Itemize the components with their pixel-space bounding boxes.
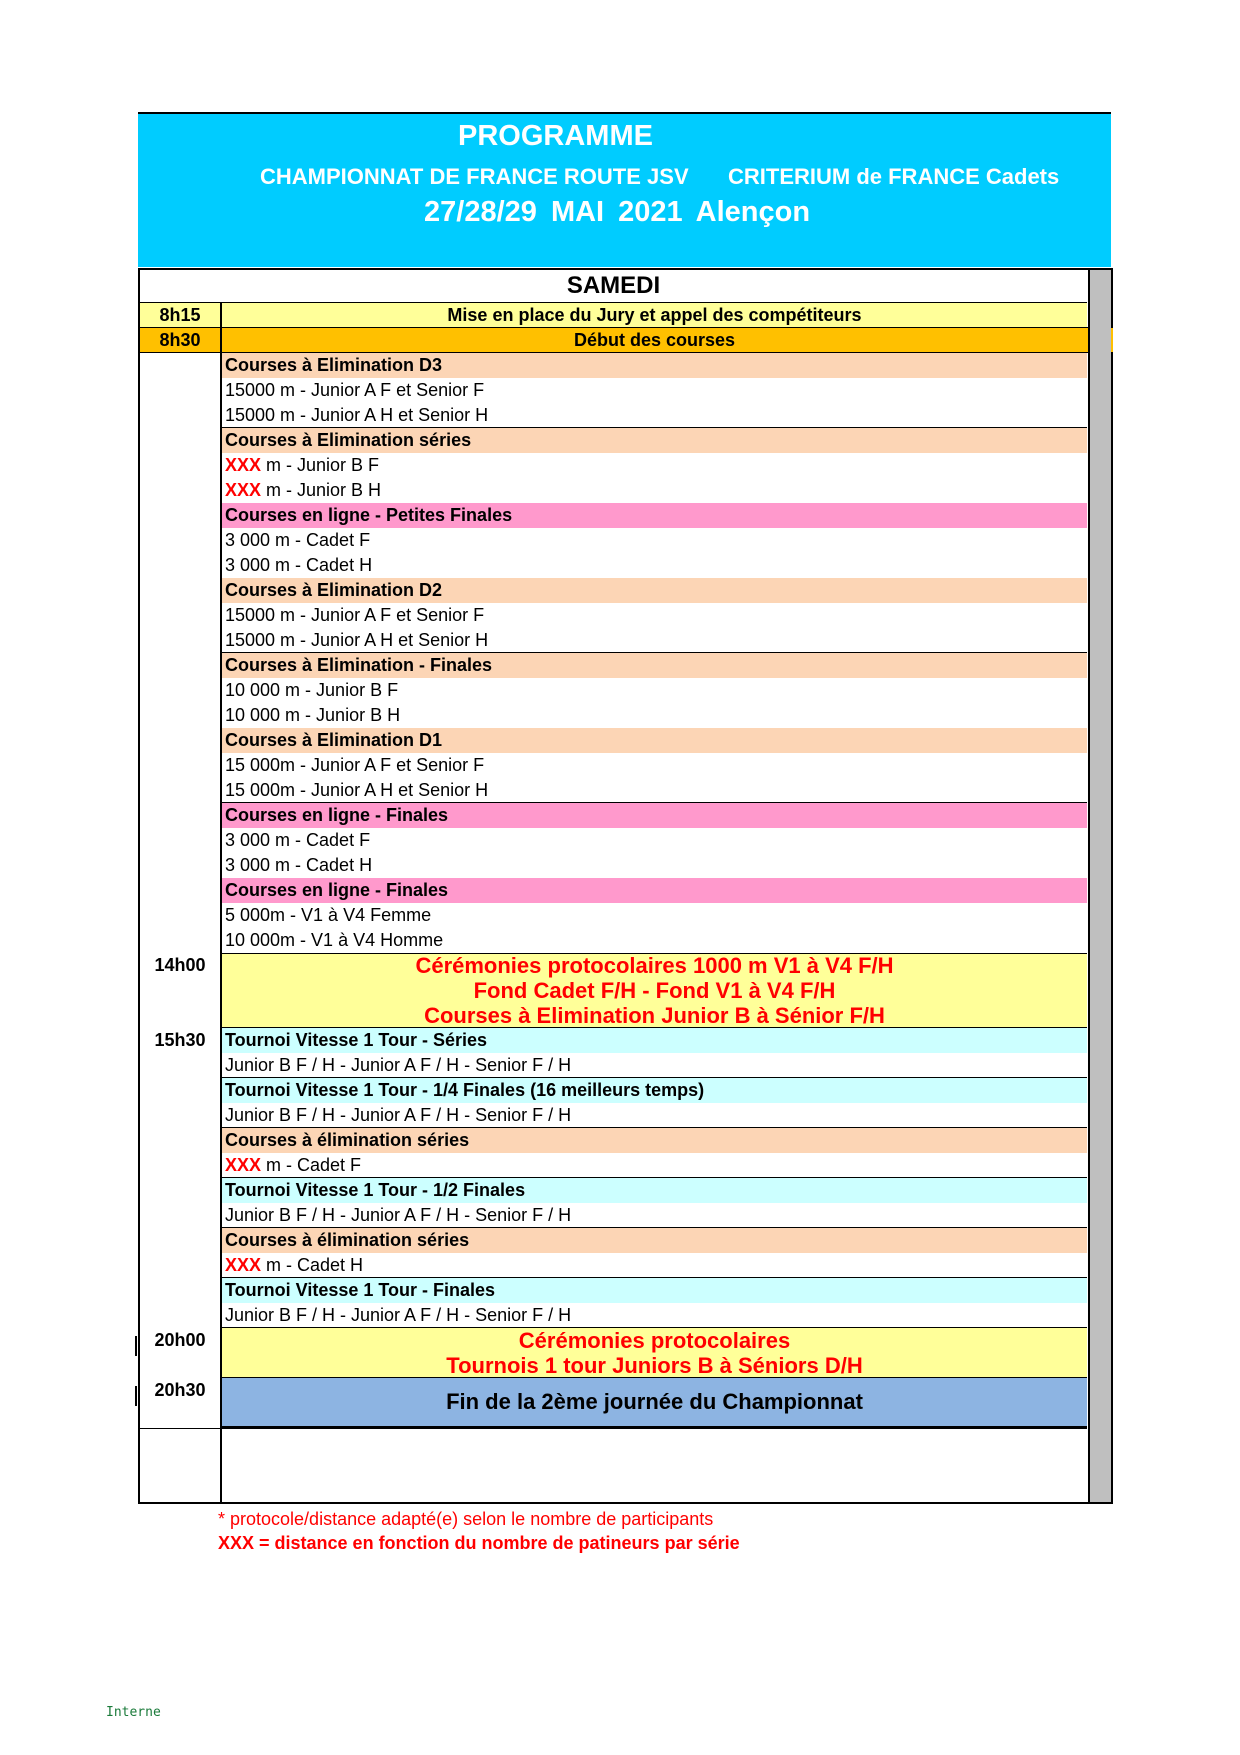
row-text: 3 000 m - Cadet H — [220, 553, 1087, 578]
side-column-gray — [1088, 270, 1111, 1502]
table-row — [140, 828, 1087, 853]
table-row — [140, 903, 1087, 928]
ceremony-cell — [220, 953, 1087, 1028]
table-row — [140, 528, 1087, 553]
table-row — [140, 1178, 1087, 1203]
table-row — [140, 628, 1087, 653]
row-text-rest: m - Cadet H — [261, 1254, 364, 1275]
row-text: Junior B F / H - Junior A F / H - Senior F / H — [220, 1053, 1087, 1078]
championship-name: CHAMPIONNAT DE FRANCE ROUTE JSV — [260, 164, 689, 189]
ceremony-line: Fond Cadet F/H - Fond V1 à V4 F/H — [473, 978, 836, 1003]
xxx-marker: XXX — [225, 1154, 262, 1175]
row-text: 15 000m - Junior A H et Senior H — [220, 778, 1087, 803]
footnote-xxx: XXX = distance en fonction du nombre de patineurs par série — [218, 1533, 740, 1553]
row-text: 15 000m - Junior A F et Senior F — [220, 753, 1087, 778]
table-row — [140, 453, 1087, 478]
row-text: Junior B F / H - Junior A F / H - Senior F / H — [220, 1303, 1087, 1328]
row-time: 20h30 — [154, 1380, 206, 1400]
row-text: Junior B F / H - Junior A F / H - Senior F / H — [220, 1103, 1087, 1128]
table-row — [140, 327, 1113, 353]
table-row — [140, 578, 1087, 603]
row-text — [220, 1253, 1087, 1278]
row-time: 15h30 — [154, 1030, 206, 1050]
row-text — [220, 453, 1087, 478]
row-text: Junior B F / H - Junior A F / H - Senior F / H — [220, 1203, 1087, 1228]
end-of-day-label: Fin de la 2ème journée du Championnat — [220, 1378, 1087, 1428]
table-row — [140, 1203, 1087, 1228]
table-row — [140, 1153, 1087, 1178]
table-row — [140, 1378, 1087, 1428]
table-row — [140, 853, 1087, 878]
programme-header — [138, 112, 1111, 267]
table-row — [140, 1303, 1087, 1328]
row-text: Tournoi Vitesse 1 Tour - 1/4 Finales (16 meilleurs temps) — [220, 1078, 1087, 1103]
table-row — [140, 678, 1087, 703]
table-row — [140, 403, 1087, 428]
row-text: Courses à Elimination séries — [220, 428, 1087, 453]
table-row — [140, 1028, 1087, 1053]
row-text-rest: m - Junior B H — [261, 480, 382, 500]
row-text: Courses en ligne - Petites Finales — [220, 503, 1087, 528]
row-text: Courses à Elimination D3 — [220, 353, 1087, 378]
programme-title: PROGRAMME — [458, 120, 653, 152]
row-text: Début des courses — [220, 328, 1087, 352]
row-text: Courses en ligne - Finales — [220, 803, 1087, 828]
table-row — [140, 653, 1087, 678]
ceremony-line: Tournois 1 tour Juniors B à Séniors D/H — [446, 1352, 863, 1378]
row-text — [220, 1153, 1087, 1178]
row-text: Tournoi Vitesse 1 Tour - 1/2 Finales — [220, 1178, 1087, 1203]
table-row — [140, 503, 1087, 528]
xxx-marker: XXX — [225, 480, 262, 500]
table-row — [140, 1128, 1087, 1153]
row-text: 3 000 m - Cadet F — [220, 828, 1087, 853]
time-marker-bar — [135, 1386, 137, 1406]
empty-row — [140, 1428, 1087, 1502]
table-row — [140, 553, 1087, 578]
table-row — [140, 703, 1087, 728]
row-text — [220, 478, 1087, 503]
row-text: Courses en ligne - Finales — [220, 878, 1087, 903]
table-row — [140, 603, 1087, 628]
row-text-rest: m - Junior B F — [261, 455, 380, 475]
row-text-rest: m - Cadet F — [261, 1154, 362, 1175]
table-row — [140, 1103, 1087, 1128]
row-text: Courses à Elimination - Finales — [220, 653, 1087, 678]
table-row — [140, 953, 1087, 1028]
footnote-protocol: * protocole/distance adapté(e) selon le nombre de participants — [218, 1509, 714, 1529]
row-time: 8h30 — [159, 329, 201, 350]
row-text: 10 000 m - Junior B H — [220, 703, 1087, 728]
row-text: Courses à élimination séries — [220, 1228, 1087, 1253]
table-row — [140, 928, 1087, 953]
row-text: Tournoi Vitesse 1 Tour - Séries — [220, 1028, 1087, 1053]
schedule-table — [138, 268, 1113, 1504]
table-row — [140, 1053, 1087, 1078]
table-row — [140, 878, 1087, 903]
empty-cell — [220, 1429, 1087, 1502]
row-text: Tournoi Vitesse 1 Tour - Finales — [220, 1278, 1087, 1303]
criterium-name: CRITERIUM de FRANCE Cadets — [728, 164, 1060, 189]
table-row — [140, 753, 1087, 778]
row-text: 3 000 m - Cadet H — [220, 853, 1087, 878]
table-row — [140, 428, 1087, 453]
row-time: 20h00 — [154, 1330, 206, 1350]
table-row — [140, 353, 1087, 378]
row-text: 5 000m - V1 à V4 Femme — [220, 903, 1087, 928]
ceremony-cell — [220, 1328, 1087, 1378]
xxx-marker: XXX — [225, 1254, 262, 1275]
table-row — [140, 803, 1087, 828]
time-marker-bar — [138, 1043, 140, 1061]
row-text: 3 000 m - Cadet F — [220, 528, 1087, 553]
table-row — [140, 1228, 1087, 1253]
table-row — [140, 378, 1087, 403]
row-text: Courses à élimination séries — [220, 1128, 1087, 1153]
ceremony-line: Cérémonies protocolaires — [518, 1327, 791, 1353]
ceremony-line: Courses à Elimination Junior B à Sénior F/H — [424, 1003, 885, 1028]
table-row — [140, 778, 1087, 803]
row-text: Courses à Elimination D1 — [220, 728, 1087, 753]
table-row — [140, 1253, 1087, 1278]
time-marker-bar — [135, 1336, 137, 1356]
table-row — [140, 1328, 1087, 1378]
event-date-location: 27/28/29 MAI 2021 Alençon — [424, 196, 811, 228]
row-time: 8h15 — [159, 304, 201, 325]
row-text: 15000 m - Junior A F et Senior F — [220, 378, 1087, 403]
row-text: Mise en place du Jury et appel des compétiteurs — [220, 303, 1087, 327]
row-text: 15000 m - Junior A F et Senior F — [220, 603, 1087, 628]
row-text: 10 000 m - Junior B F — [220, 678, 1087, 703]
day-label: SAMEDI — [566, 272, 661, 299]
classification-label: Interne — [106, 1705, 161, 1720]
row-time: 14h00 — [154, 955, 206, 975]
row-text: 15000 m - Junior A H et Senior H — [220, 628, 1087, 653]
table-row — [140, 478, 1087, 503]
table-row — [140, 302, 1087, 327]
xxx-marker: XXX — [225, 455, 262, 475]
row-text: 10 000m - V1 à V4 Homme — [220, 928, 1087, 953]
ceremony-line: Cérémonies protocolaires 1000 m V1 à V4 F/H — [415, 953, 894, 978]
day-row — [140, 270, 1087, 302]
row-text: 15000 m - Junior A H et Senior H — [220, 403, 1087, 428]
table-row — [140, 1278, 1087, 1303]
row-text: Courses à Elimination D2 — [220, 578, 1087, 603]
table-row — [140, 728, 1087, 753]
table-row — [140, 1078, 1087, 1103]
